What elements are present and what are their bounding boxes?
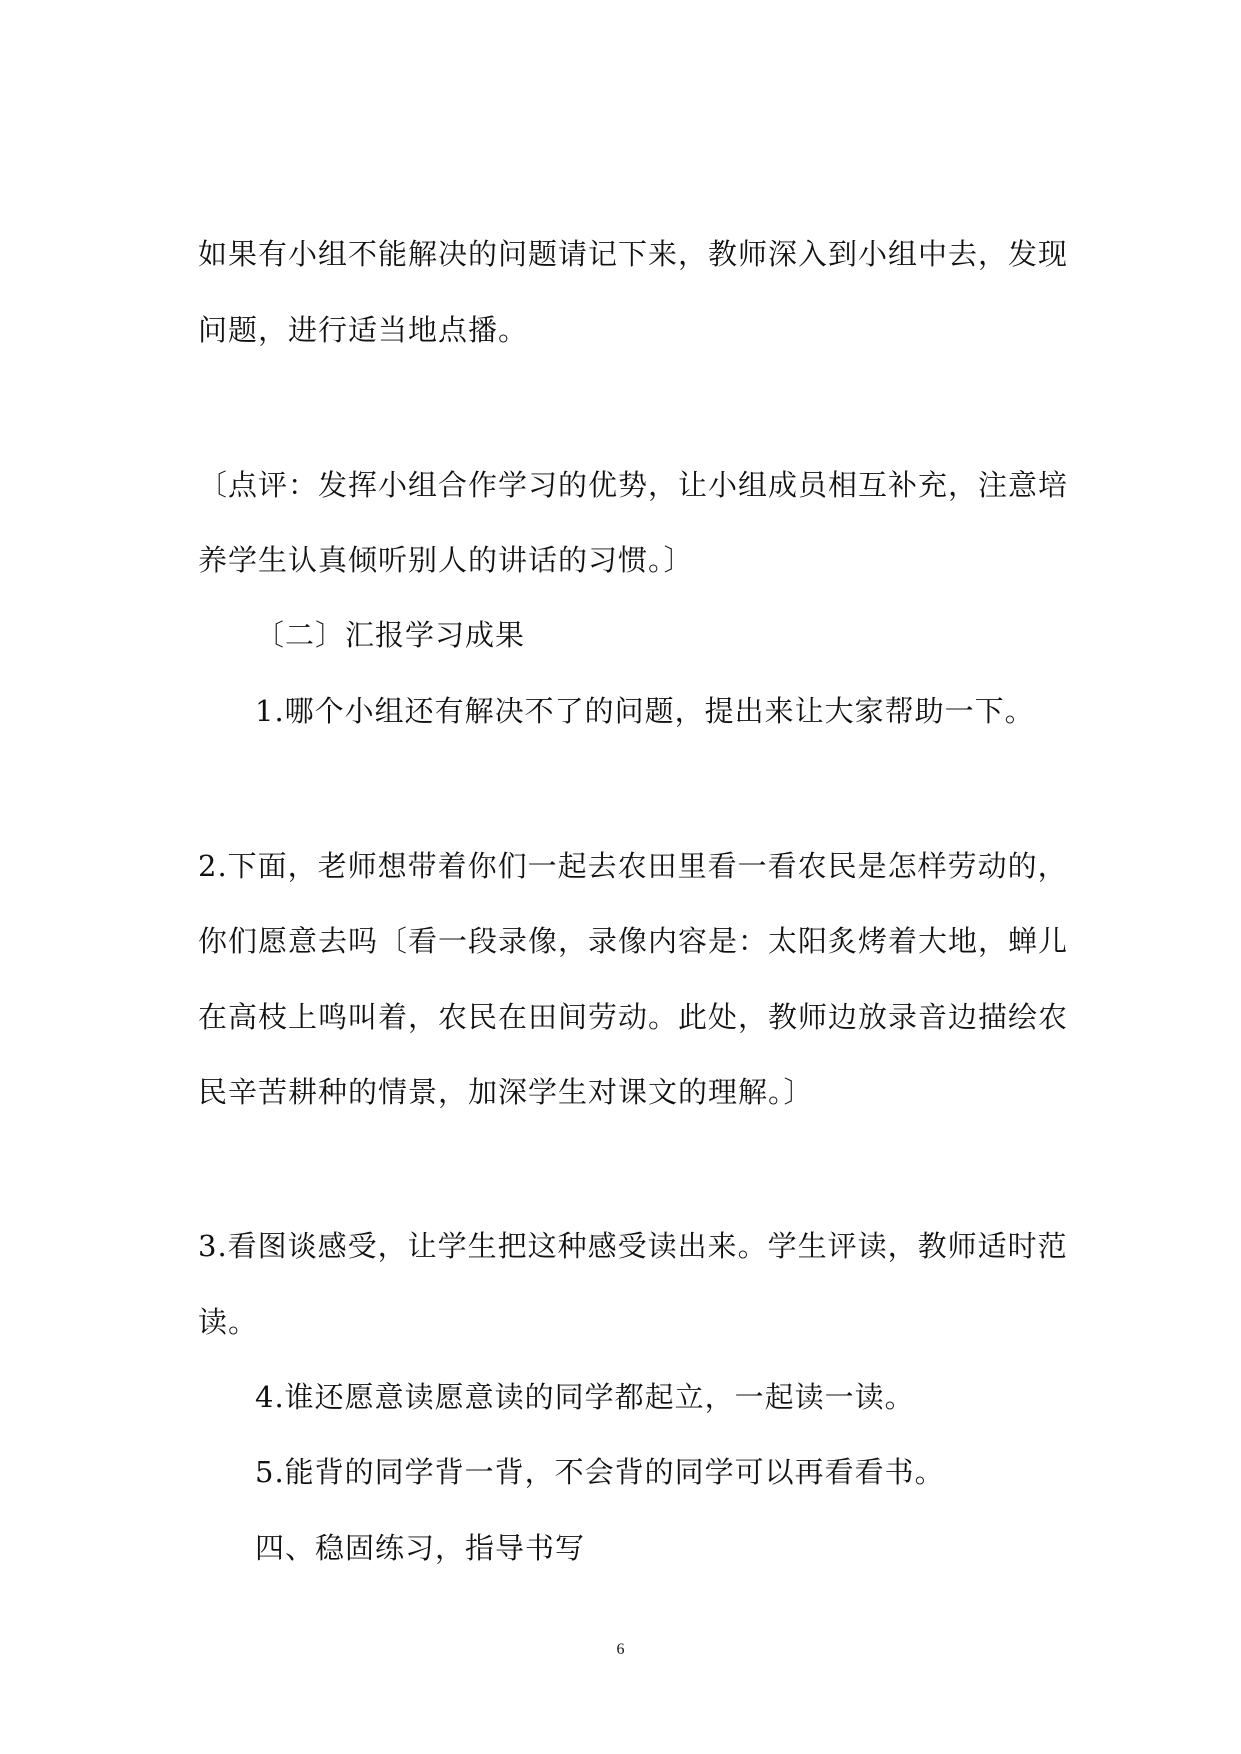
text-line: 你们愿意去吗〔看一段录像，录像内容是：太阳炙烤着大地，蝉儿 [198, 924, 1069, 958]
section-heading: 〔二〕汇报学习成果 [255, 618, 526, 652]
text-line: 4.谁还愿意读愿意读的同学都起立，一起读一读。 [255, 1380, 915, 1414]
text-line: 3.看图谈感受，让学生把这种感受读出来。学生评读，教师适时范 [198, 1229, 1068, 1263]
text-line: 在高枝上鸣叫着，农民在田间劳动。此处，教师边放录音边描绘农 [198, 1000, 1069, 1034]
text-line: 问题，进行适当地点播。 [198, 313, 529, 347]
text-line: 〔点评：发挥小组合作学习的优势，让小组成员相互补充，注意培 [198, 468, 1069, 502]
text-line: 民辛苦耕种的情景，加深学生对课文的理解。〕 [198, 1075, 814, 1109]
text-line: 养学生认真倾听别人的讲话的习惯。〕 [198, 543, 694, 577]
text-line: 读。 [198, 1305, 259, 1339]
section-heading: 四、稳固练习，指导书写 [255, 1531, 586, 1565]
text-line: 1.哪个小组还有解决不了的问题，提出来让大家帮助一下。 [255, 694, 1035, 728]
text-line: 如果有小组不能解决的问题请记下来，教师深入到小组中去，发现 [198, 237, 1069, 271]
text-line: 5.能背的同学背一背，不会背的同学可以再看看书。 [255, 1455, 945, 1489]
text-line: 2.下面，老师想带着你们一起去农田里看一看农民是怎样劳动的， [198, 849, 1068, 883]
page-number: 6 [616, 1641, 625, 1658]
